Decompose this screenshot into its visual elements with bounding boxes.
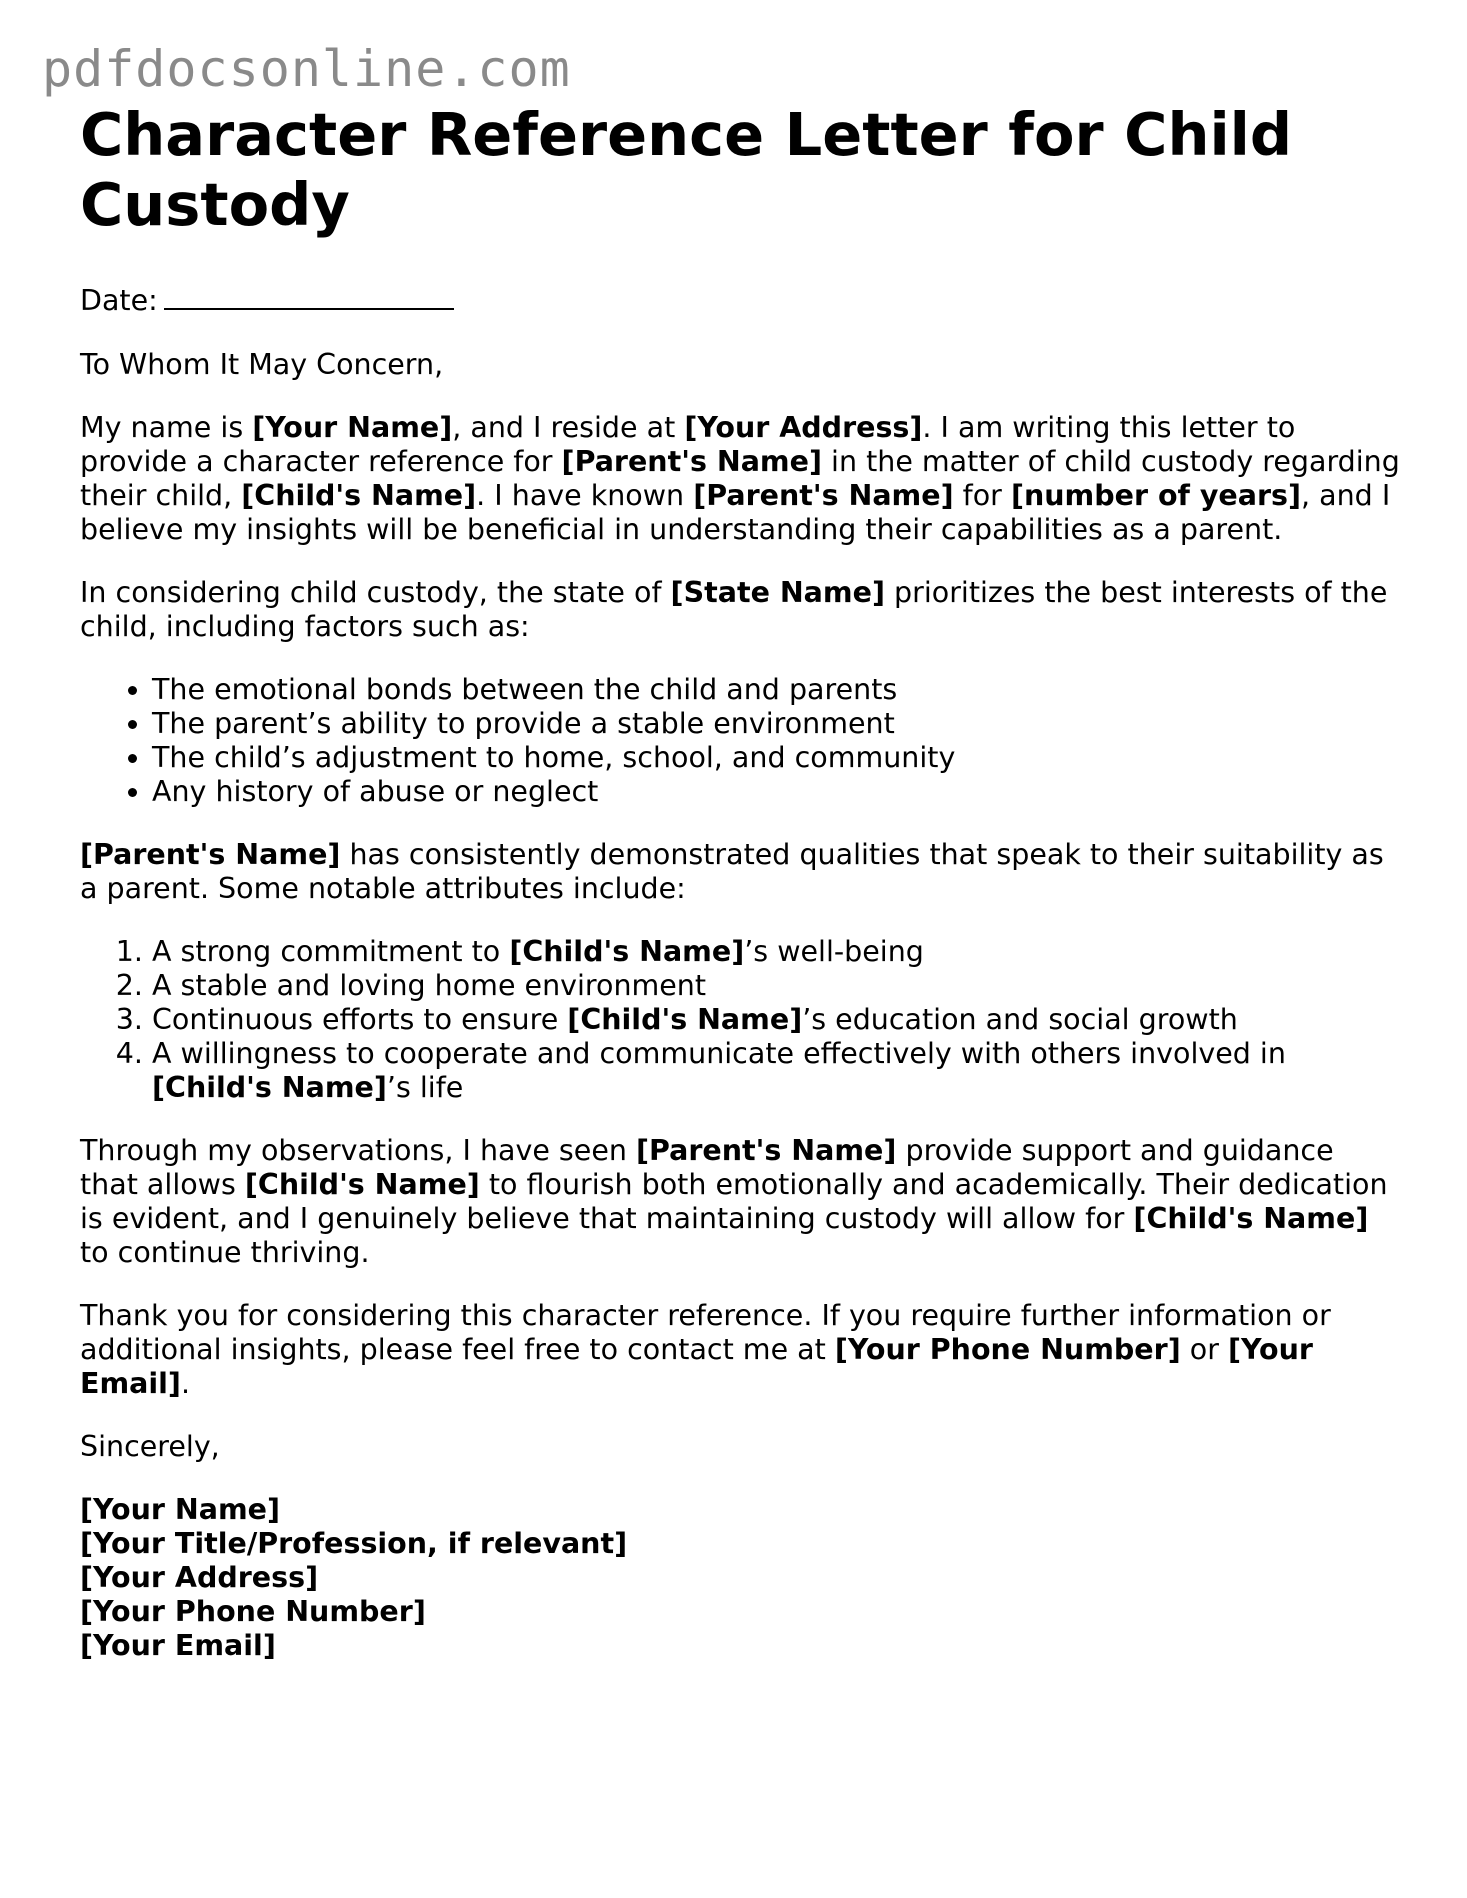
placeholder-child-name: [Child's Name]	[152, 1071, 387, 1104]
date-blank-field[interactable]	[164, 282, 454, 310]
list-item: • The child’s adjustment to home, school, and community	[152, 741, 1400, 775]
placeholder-parent-name: [Parent's Name]	[693, 479, 954, 512]
placeholder-parent-name: [Parent's Name]	[635, 1134, 897, 1167]
placeholder-email: [Your Email]	[80, 1333, 1313, 1400]
intro-paragraph: My name is [Your Name], and I reside at [Your Address]. I am writing this letter to provide a character reference for [Parent's Name] in the matter of child custody regarding their child, [Child's Name]. I have known [Parent's Name] for [number of years], and I believe my insights will be beneficial in understanding their capabilities as a parent.	[80, 411, 1400, 546]
letter-title: Character Reference Letter for Child Custody	[80, 100, 1293, 239]
placeholder-your-name: [Your Name]	[252, 411, 453, 444]
attributes-list	[80, 935, 1400, 1105]
qualities-paragraph: [Parent's Name] has consistently demonstrated qualities that speak to their suitability as a parent. Some notable attributes include:	[80, 838, 1384, 905]
state-paragraph: In considering child custody, the state of [State Name] prioritizes the best interests of the child, including factors such as:	[80, 576, 1388, 643]
list-item: 1. A strong commitment to [Child's Name]’s well-being	[152, 935, 1400, 969]
placeholder-parent-name: [Parent's Name]	[561, 445, 822, 478]
placeholder-child-name: [Child's Name]	[567, 1003, 803, 1036]
date-line	[80, 282, 1400, 318]
signature-title: [Your Title/Profession, if relevant]	[80, 1527, 628, 1560]
observations-paragraph: Through my observations, I have seen [Parent's Name] provide support and guidance that allows [Child's Name] to flourish both emotionally and academically. Their dedication is evident, and I genuinely believe that maintaining custody will allow for [Child's Name] to continue thriving.	[80, 1134, 1388, 1269]
list-item: • The emotional bonds between the child and parents	[152, 673, 1400, 707]
placeholder-child-name: [Child's Name]	[509, 935, 745, 968]
placeholder-years: [number of years]	[1010, 479, 1302, 512]
signature-name: [Your Name]	[80, 1493, 281, 1526]
placeholder-state-name: [State Name]	[670, 576, 885, 609]
placeholder-child-name: [Child's Name]	[241, 479, 477, 512]
list-item: • Any history of abuse or neglect	[152, 775, 1400, 809]
placeholder-your-address: [Your Address]	[684, 411, 923, 444]
placeholder-child-name: [Child's Name]	[1133, 1202, 1369, 1235]
signature-address: [Your Address]	[80, 1561, 319, 1594]
list-item: 3. Continuous efforts to ensure [Child's Name]’s education and social growth	[152, 1003, 1400, 1037]
greeting: To Whom It May Concern,	[80, 348, 444, 381]
placeholder-phone: [Your Phone Number]	[834, 1333, 1181, 1366]
signature-block	[80, 1493, 1400, 1663]
letter-page	[80, 100, 1400, 1663]
signature-email: [Your Email]	[80, 1629, 276, 1662]
watermark: pdfdocsonline.com	[42, 40, 571, 98]
placeholder-parent-name: [Parent's Name]	[80, 838, 341, 871]
signoff: Sincerely,	[80, 1430, 220, 1463]
signature-phone: [Your Phone Number]	[80, 1595, 426, 1628]
factors-list	[80, 673, 1400, 809]
list-item: 2. A stable and loving home environment	[152, 969, 1400, 1003]
date-label: Date:	[80, 284, 158, 317]
list-item: 4. A willingness to cooperate and communicate effectively with others involved in [Child's Name]’s life	[152, 1037, 1400, 1105]
placeholder-child-name: [Child's Name]	[244, 1168, 480, 1201]
closing-paragraph: Thank you for considering this character reference. If you require further information or additional insights, please feel free to contact me at [Your Phone Number] or [Your Email].	[80, 1299, 1331, 1400]
list-item: • The parent’s ability to provide a stable environment	[152, 707, 1400, 741]
